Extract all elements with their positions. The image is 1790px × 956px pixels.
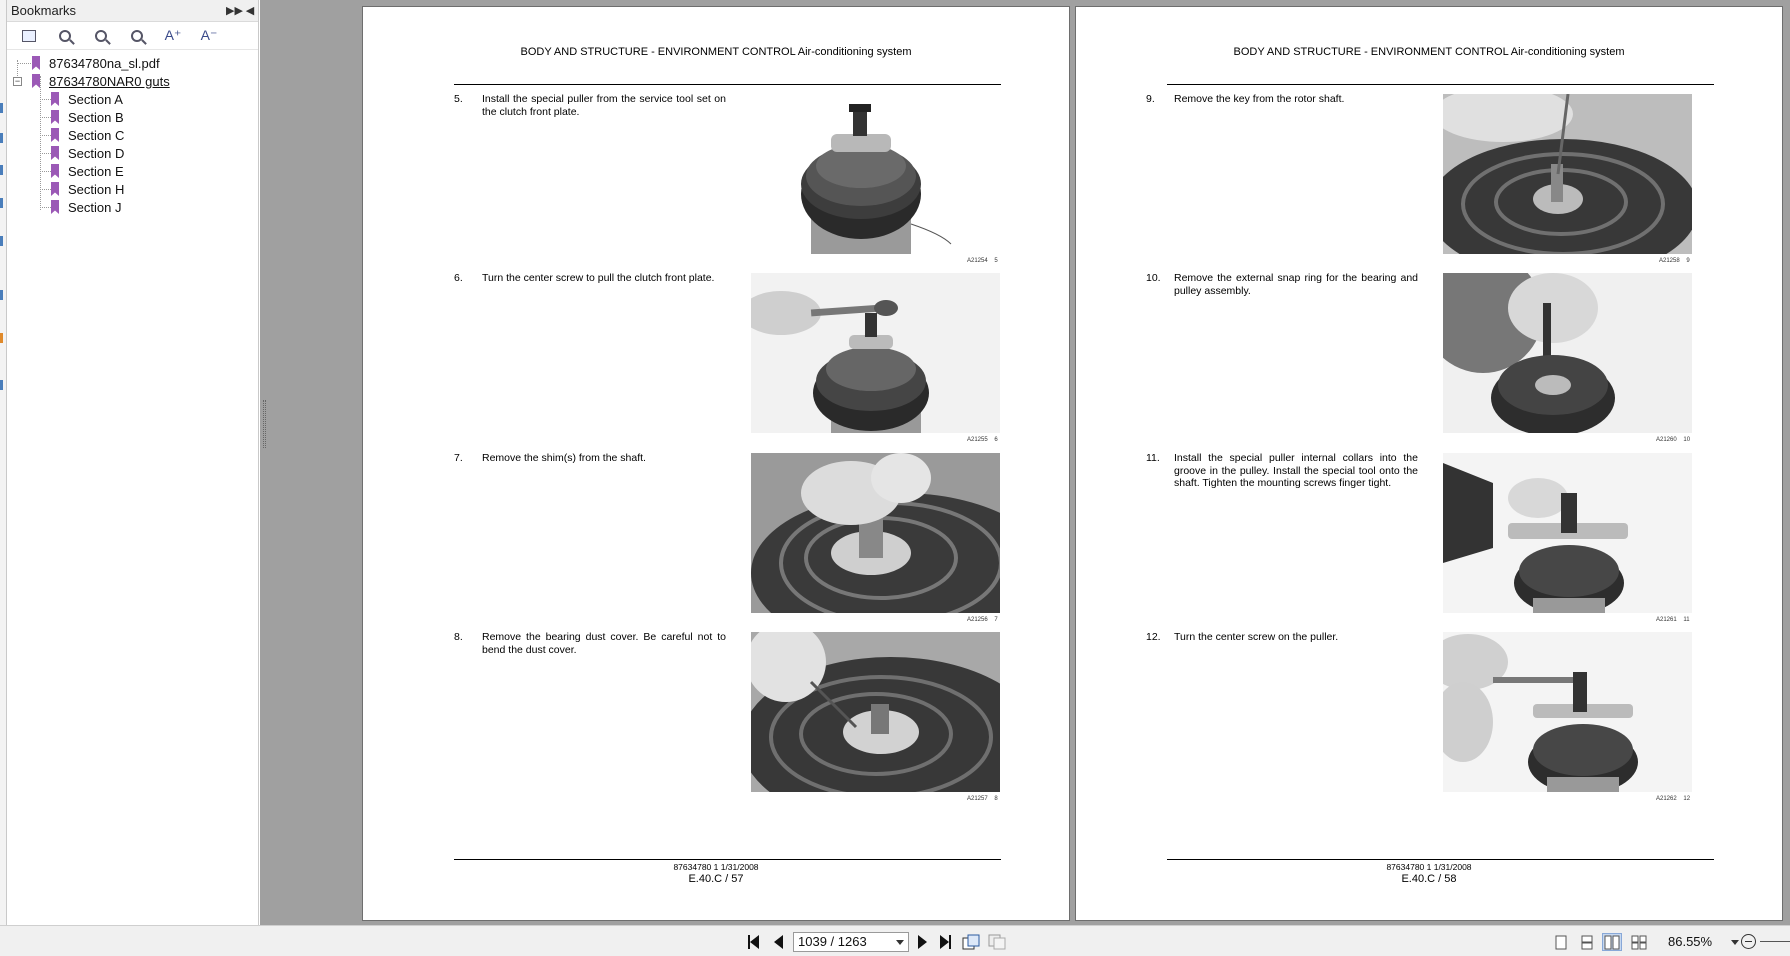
zoom-level[interactable]: 86.55% <box>1668 934 1713 949</box>
collapse-node-icon[interactable]: − <box>14 75 21 86</box>
pdf-page-left <box>362 6 1070 921</box>
bookmarks-panel <box>7 0 259 925</box>
zoom-out-button[interactable] <box>1741 934 1756 949</box>
chevron-down-icon[interactable] <box>896 940 904 945</box>
step-number: 9. <box>1146 93 1155 105</box>
footer-rule <box>1167 859 1714 860</box>
document-viewport[interactable] <box>260 0 1790 925</box>
continuous-facing-view-button[interactable] <box>1629 933 1649 951</box>
bookmark-label: 87634780na_sl.pdf <box>49 55 160 71</box>
facing-view-button[interactable] <box>1602 933 1622 951</box>
find-current-bookmark-button[interactable] <box>123 25 151 47</box>
search-icon <box>59 30 71 42</box>
page-number-field[interactable] <box>793 932 909 952</box>
step-text: Turn the center screw to pull the clutch front plate. <box>482 272 715 284</box>
arrow-left-icon <box>750 935 759 949</box>
bookmark-tree <box>7 50 258 216</box>
single-page-icon <box>1555 935 1567 950</box>
bookmark-label: Section H <box>68 181 125 197</box>
panel-splitter-handle[interactable] <box>263 400 266 448</box>
step-number: 6. <box>454 272 463 284</box>
step-photo <box>751 453 1000 613</box>
bookmark-icon <box>51 182 59 196</box>
page-header: BODY AND STRUCTURE - ENVIRONMENT CONTROL Air-conditioning system <box>1233 46 1625 58</box>
next-view-button[interactable] <box>988 933 1006 951</box>
bookmark-item-section-c[interactable] <box>7 126 258 144</box>
bookmark-label: Section D <box>68 145 125 161</box>
step-photo <box>751 94 1000 254</box>
bookmarks-header <box>7 0 258 22</box>
step-number: 8. <box>454 631 463 643</box>
page-number-value: 1039 / 1263 <box>798 934 867 949</box>
first-page-button[interactable] <box>744 933 762 951</box>
step-photo <box>1443 453 1692 613</box>
step-text: Remove the shim(s) from the shaft. <box>482 452 646 464</box>
zoom-dropdown-icon[interactable] <box>1731 940 1739 945</box>
find-bookmark-button[interactable] <box>51 25 79 47</box>
last-page-icon <box>940 935 949 949</box>
bookmark-icon <box>51 128 59 142</box>
bookmark-icon <box>51 200 59 214</box>
collapse-panel-icon[interactable]: ◀ <box>245 5 255 17</box>
step-photo <box>751 273 1000 433</box>
font-decrease-icon: A⁻ <box>200 27 218 43</box>
bookmark-item-section-d[interactable] <box>7 144 258 162</box>
step-photo <box>1443 94 1692 254</box>
continuous-view-button[interactable] <box>1577 933 1597 951</box>
step-text: Remove the key from the rotor shaft. <box>1174 93 1345 105</box>
bookmark-icon <box>51 92 59 106</box>
expand-panel-icon[interactable]: ▶▶ <box>226 5 243 17</box>
step-text: Remove the external snap ring for the bearing and pulley assembly. <box>1174 272 1418 297</box>
bookmark-label: Section C <box>68 127 125 143</box>
page-navigation-bar <box>0 925 1790 956</box>
figure-caption: A21261 11 <box>1656 617 1690 623</box>
step-photo <box>1443 632 1692 792</box>
step-number: 12. <box>1146 631 1161 643</box>
bookmark-label: 87634780NAR0 guts <box>49 73 170 89</box>
bookmark-item-section-b[interactable] <box>7 108 258 126</box>
single-page-view-button[interactable] <box>1551 933 1571 951</box>
figure-caption: A21260 10 <box>1656 437 1691 443</box>
step-text: Install the special puller internal collars into the groove in the pulley. Install the special tool onto the shaft. Tighten the mounting screws finger tight. <box>1174 452 1418 489</box>
left-navigation-strip <box>0 0 7 925</box>
font-increase-icon: A⁺ <box>164 27 182 43</box>
last-page-button[interactable] <box>936 933 954 951</box>
bookmark-item-section-e[interactable] <box>7 162 258 180</box>
step-photo <box>751 632 1000 792</box>
previous-view-icon <box>962 934 980 950</box>
bookmark-item[interactable] <box>7 54 258 72</box>
bookmark-icon <box>51 110 59 124</box>
bookmark-options-button[interactable] <box>15 25 43 47</box>
bar-icon <box>949 935 951 949</box>
next-page-button[interactable] <box>913 933 931 951</box>
facing-pages-icon <box>1604 935 1620 950</box>
figure-caption: A21257 8 <box>967 796 998 802</box>
figure-caption: A21254 5 <box>967 258 998 264</box>
next-view-icon <box>988 934 1006 950</box>
bookmark-item-expanded[interactable] <box>7 72 258 90</box>
footer-rule <box>454 859 1001 860</box>
step-number: 10. <box>1146 272 1161 284</box>
arrow-left-icon <box>774 935 783 949</box>
increase-font-button[interactable] <box>159 25 187 47</box>
previous-page-button[interactable] <box>769 933 787 951</box>
step-photo <box>1443 273 1692 433</box>
step-text: Install the special puller from the service tool set on the clutch front plate. <box>482 93 726 118</box>
previous-view-button[interactable] <box>962 933 980 951</box>
add-bookmark-button[interactable] <box>87 25 115 47</box>
continuous-facing-icon <box>1631 935 1647 950</box>
bookmarks-toolbar <box>7 22 258 50</box>
step-number: 5. <box>454 93 463 105</box>
page-footer-number: E.40.C / 57 <box>688 873 744 885</box>
continuous-page-icon <box>1581 935 1593 950</box>
bookmark-icon <box>32 74 40 88</box>
search-add-icon <box>95 30 107 42</box>
bookmark-item-section-j[interactable] <box>7 198 258 216</box>
search-current-icon <box>131 30 143 42</box>
bookmark-label: Section E <box>68 163 124 179</box>
step-number: 7. <box>454 452 463 464</box>
bookmark-icon <box>51 164 59 178</box>
zoom-slider-track[interactable] <box>1760 941 1790 942</box>
page-footer-doc-id: 87634780 1 1/31/2008 <box>673 862 759 872</box>
page-footer-number: E.40.C / 58 <box>1401 873 1457 885</box>
figure-caption: A21256 7 <box>967 617 998 623</box>
bookmarks-title: Bookmarks <box>11 3 77 18</box>
figure-caption: A21258 9 <box>1659 258 1690 264</box>
bookmark-label: Section J <box>68 199 122 215</box>
step-number: 11. <box>1146 452 1160 464</box>
step-text: Remove the bearing dust cover. Be careful not to bend the dust cover. <box>482 631 726 656</box>
page-header: BODY AND STRUCTURE - ENVIRONMENT CONTROL Air-conditioning system <box>520 46 912 58</box>
list-options-icon <box>22 30 36 42</box>
step-text: Turn the center screw on the puller. <box>1174 631 1339 643</box>
page-footer-doc-id: 87634780 1 1/31/2008 <box>1386 862 1472 872</box>
bookmark-icon <box>51 146 59 160</box>
decrease-font-button[interactable] <box>195 25 223 47</box>
header-rule <box>454 84 1001 85</box>
bookmark-label: Section A <box>68 91 123 107</box>
pdf-page-right <box>1075 6 1783 921</box>
bookmark-item-section-h[interactable] <box>7 180 258 198</box>
bookmark-label: Section B <box>68 109 124 125</box>
arrow-right-icon <box>918 935 927 949</box>
bookmark-item-section-a[interactable] <box>7 90 258 108</box>
bookmark-icon <box>32 56 40 70</box>
figure-caption: A21262 12 <box>1656 796 1691 802</box>
header-rule <box>1167 84 1714 85</box>
figure-caption: A21255 6 <box>967 437 998 443</box>
